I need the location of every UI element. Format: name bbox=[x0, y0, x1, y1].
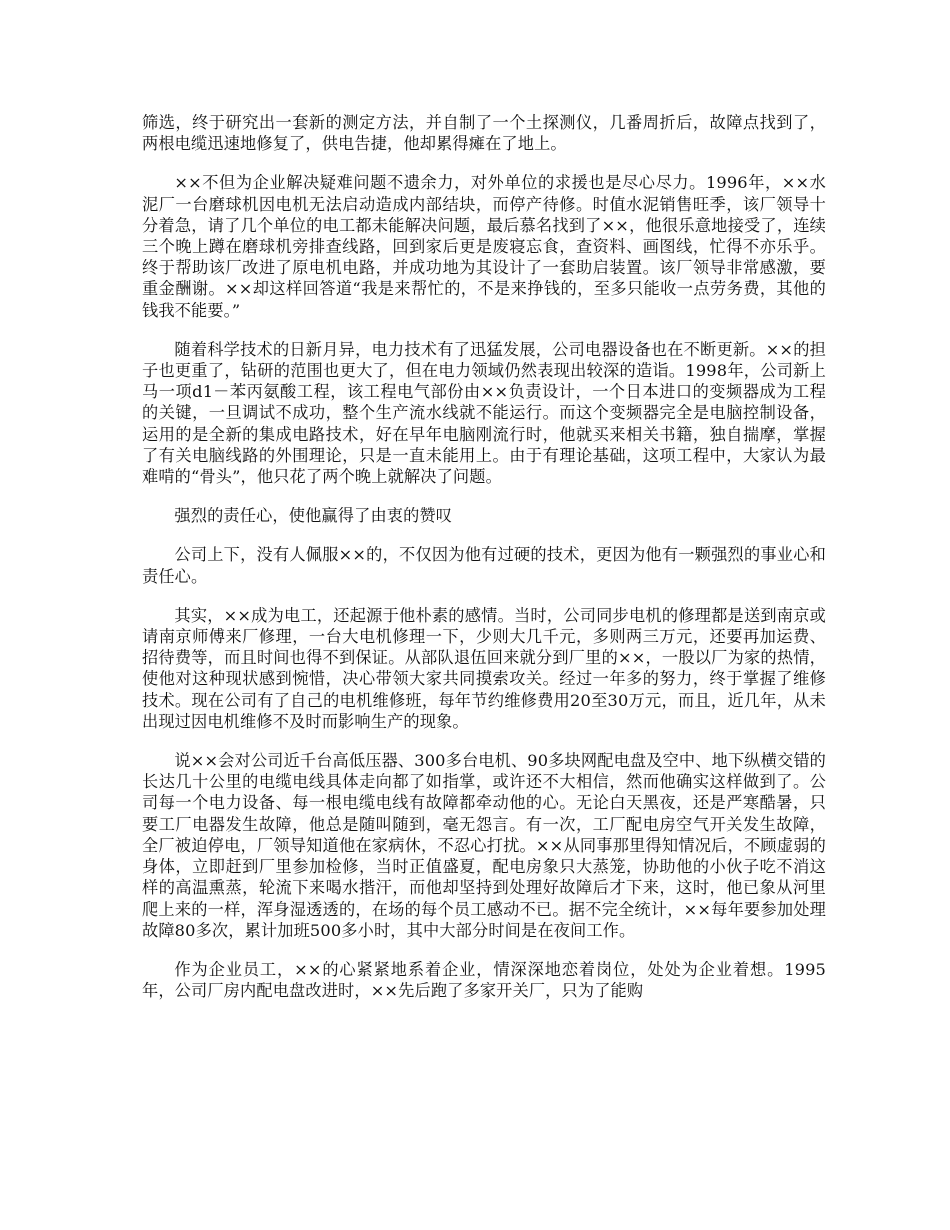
paragraph-origin: 其实，××成为电工，还起源于他朴素的感情。当时，公司同步电机的修理都是送到南京或请南京师傅来厂修理，一台大电机修理一下，少则大几千元，多则两三万元，还要再加运费、招待费等，而且时间也得不到保证。从部队退伍回来就分到厂里的××，一股以厂为家的热情，使他对这种现状感到惋惜，决心带领大家共同摸索攻关。经过一年多的努力，终于掌握了维修技术。现在公司有了自己的电机维修班，每年节约维修费用20至30万元，而且，近几年，从未出现过因电机维修不及时而影响生产的现象。 bbox=[142, 605, 826, 731]
section-heading: 强烈的责任心，使他赢得了由衷的赞叹 bbox=[174, 506, 453, 526]
paragraph-admiration: 公司上下，没有人佩服××的，不仅因为他有过硬的技术，更因为他有一颗强烈的事业心和责任心。 bbox=[142, 545, 826, 586]
paragraph-equipment: 说××会对公司近千台高低压器、300多台电机、90多块网配电盘及空中、地下纵横交错的长达几十公里的电缆电线具体走向都了如指掌，或许还不大相信，然而他确实这样做到了。公司每一个电力设备、每一根电缆电线有故障都牵动他的心。无论白天黑夜，还是严寒酷暑，只要工厂电器发生故障，他总是随叫随到，毫无怨言。有一次，工厂配电房空气开关发生故障，全厂被迫停电，厂领导知道他在家病休，不忍心打扰。××从同事那里得知情况后，不顾虚弱的身体，立即赶到厂里参加检修，当时正值盛夏，配电房象只大蒸笼，协助他的小伙子吃不消这样的高温熏蒸，轮流下来喝水揩汗，而他却坚持到处理好故障后才下来，这时，他已象从河里爬上来的一样，浑身湿透透的，在场的每个员工感动不已。据不完全统计，××每年要参加处理故障80多次，累计加班500多小时，其中大部分时间是在夜间工作。 bbox=[142, 751, 826, 940]
paragraph-frequency-converter: 随着科学技术的日新月异，电力技术有了迅猛发展，公司电器设备也在不断更新。××的担子也更重了，钻研的范围也更大了，但在电力领域仍然表现出较深的造诣。1998年，公司新上马一项d1－苯丙氨酸工程，该工程电气部份由××负责设计，一个日本进口的变频器成为工程的关键，一旦调试不成功，整个生产流水线就不能运行。而这个变频器完全是电脑控制设备，运用的是全新的集成电路技术，好在早年电脑刚流行时，他就买来相关书籍，独自揣摩，掌握了有关电脑线路的外围理论，只是一直未能用上。由于有理论基础，这项工程中，大家认为最难啃的“骨头”，他只花了两个晚上就解决了问题。 bbox=[142, 339, 826, 487]
paragraph-cement-plant: ××不但为企业解决疑难问题不遗余力，对外单位的求援也是尽心尽力。1996年，××水泥厂一台磨球机因电机无法启动造成内部结块，而停产待修。时值水泥销售旺季，该厂领导十分着急，请了几个单位的电工都未能解决问题，最后慕名找到了××，他很乐意地接受了，连续三个晚上蹲在磨球机旁排查线路，回到家后更是废寝忘食，查资料、画图线，忙得不亦乐乎。终于帮助该厂改进了原电机电路，并成功地为其设计了一套助启装置。该厂领导非常感激，要重金酬谢。××却这样回答道“我是来帮忙的，不是来挣钱的，至多只能收一点劳务费，其他的钱我不能要。” bbox=[142, 173, 826, 320]
document-body bbox=[142, 112, 826, 1019]
paragraph-employee: 作为企业员工，××的心紧紧地系着企业，情深深地恋着岗位，处处为企业着想。1995年，公司厂房内配电盘改进时，××先后跑了多家开关厂，只为了能购 bbox=[142, 959, 826, 1001]
paragraph-1-continuation: 筛选，终于研究出一套新的测定方法，并自制了一个土探测仪，几番周折后，故障点找到了，两根电缆迅速地修复了，供电告捷，他却累得瘫在了地上。 bbox=[142, 113, 826, 154]
